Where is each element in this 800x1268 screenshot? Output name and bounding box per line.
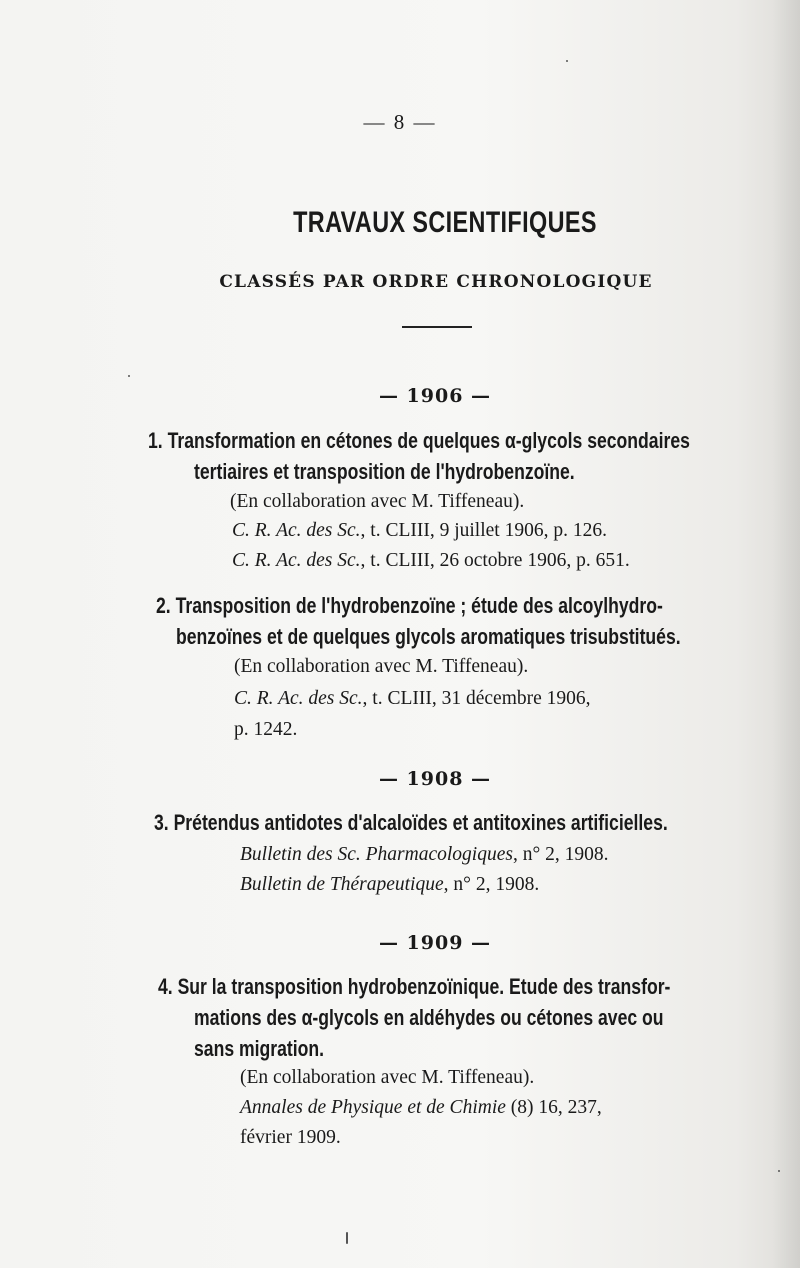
entry-1-reference-1: C. R. Ac. des Sc., t. CLIII, 9 juillet 1906, p. 126.	[232, 520, 607, 541]
entry-1-collaboration: (En collaboration avec M. Tiffeneau).	[230, 491, 525, 512]
page-subtitle: CLASSÉS PAR ORDRE CHRONOLOGIQUE	[219, 272, 653, 292]
entry-2-reference-1-cont: p. 1242.	[234, 719, 298, 740]
page-title: TRAVAUX SCIENTIFIQUES	[293, 206, 597, 239]
page-edge-shadow	[772, 0, 800, 1268]
paper-speck	[566, 60, 568, 62]
entry-3-reference-2: Bulletin de Thérapeutique, n° 2, 1908.	[240, 874, 540, 895]
entry-2-collaboration: (En collaboration avec M. Tiffeneau).	[234, 656, 529, 677]
entry-1-title-line-1: 1. Transformation en cétones de quelques α-glycols secondaires	[148, 428, 690, 453]
paper-speck	[128, 375, 130, 377]
page-number: — 8 —	[363, 110, 437, 134]
entry-4-title-line-3: sans migration.	[194, 1036, 325, 1061]
entry-4-title-line-1: 4. Sur la transposition hydrobenzoïnique. Etude des transfor-	[158, 974, 671, 999]
paper-speck	[346, 1232, 348, 1244]
entry-4-reference-1: Annales de Physique et de Chimie (8) 16, 237,	[240, 1097, 602, 1118]
entry-4-reference-1-cont: février 1909.	[240, 1127, 341, 1148]
entry-3-reference-1: Bulletin des Sc. Pharmacologiques, n° 2, 1908.	[240, 844, 609, 865]
title-divider	[402, 326, 472, 328]
paper-speck	[778, 1170, 780, 1172]
entry-2-reference-1: C. R. Ac. des Sc., t. CLIII, 31 décembre 1906,	[234, 688, 591, 709]
entry-1-reference-2: C. R. Ac. des Sc., t. CLIII, 26 octobre 1906, p. 651.	[232, 550, 630, 571]
entry-4-collaboration: (En collaboration avec M. Tiffeneau).	[240, 1067, 535, 1088]
entry-2-title-line-1: 2. Transposition de l'hydrobenzoïne ; étude des alcoylhydro-	[156, 593, 663, 618]
entry-2-title-line-2: benzoïnes et de quelques glycols aromatiques trisubstitués.	[176, 624, 681, 649]
year-heading-1906: — 1906 —	[378, 385, 492, 407]
entry-4-title-line-2: mations des α-glycols en aldéhydes ou cétones avec ou	[194, 1005, 664, 1030]
entry-3-title-line-1: 3. Prétendus antidotes d'alcaloïdes et antitoxines artificielles.	[154, 810, 668, 835]
entry-1-title-line-2: tertiaires et transposition de l'hydrobenzoïne.	[194, 459, 575, 484]
year-heading-1908: — 1908 —	[378, 768, 492, 790]
year-heading-1909: — 1909 —	[378, 932, 492, 954]
